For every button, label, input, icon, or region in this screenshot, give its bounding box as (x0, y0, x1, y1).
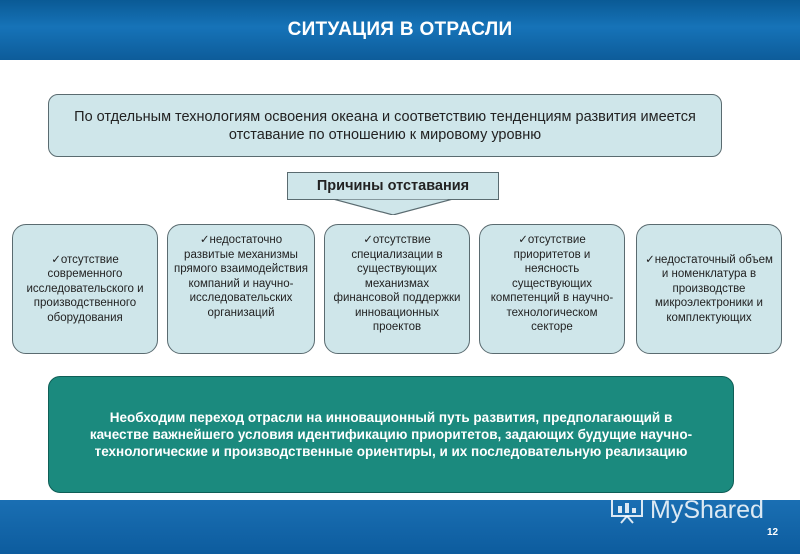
brand-logo (610, 495, 764, 525)
presentation-board-icon (610, 496, 644, 524)
cause-box-2 (167, 224, 315, 354)
cause-box-4 (479, 224, 625, 354)
conclusion-box (48, 376, 734, 493)
page-title: СИТУАЦИЯ В ОТРАСЛИ (287, 19, 513, 40)
cause-text-2: ✓недостаточно развитые механизмы прямого взаимодействия компаний и научно-исследовательских организаций (174, 234, 308, 319)
cause-text-3: ✓отсутствие специализации в существующих механизмах финансовой поддержки инновационных проектов (333, 234, 461, 333)
cause-text-1: ✓отсутствие современного исследовательского и производственного оборудования (26, 253, 144, 324)
cause-box-3 (324, 224, 470, 354)
intro-box (48, 94, 722, 157)
down-arrow-icon (333, 199, 453, 215)
intro-text: По отдельным технологиям освоения океана и соответствию тенденциям развития имеется отставание по отношению к мировому уровню (74, 108, 696, 143)
cause-box-1 (12, 224, 158, 354)
header-bar (0, 0, 800, 60)
reasons-label (287, 172, 499, 200)
conclusion-text: Необходим переход отрасли на инновационный путь развития, предполагающий в качестве важнейшего условия идентификацию приоритетов, задающих будущие научно-технологические и производственные ориентиры, и их последовательную реализацию (89, 410, 693, 459)
cause-text-4: ✓отсутствие приоритетов и неясность существующих компетенций в научно-технологическом секторе (490, 234, 614, 333)
page-number: 12 (767, 527, 779, 538)
cause-text-5: ✓недостаточный объем и номенклатура в производстве микроэлектроники и комплектующих (645, 253, 773, 324)
brand-name: MyShared (650, 495, 764, 524)
cause-box-5 (636, 224, 782, 354)
reasons-label-text: Причины отставания (316, 178, 470, 194)
